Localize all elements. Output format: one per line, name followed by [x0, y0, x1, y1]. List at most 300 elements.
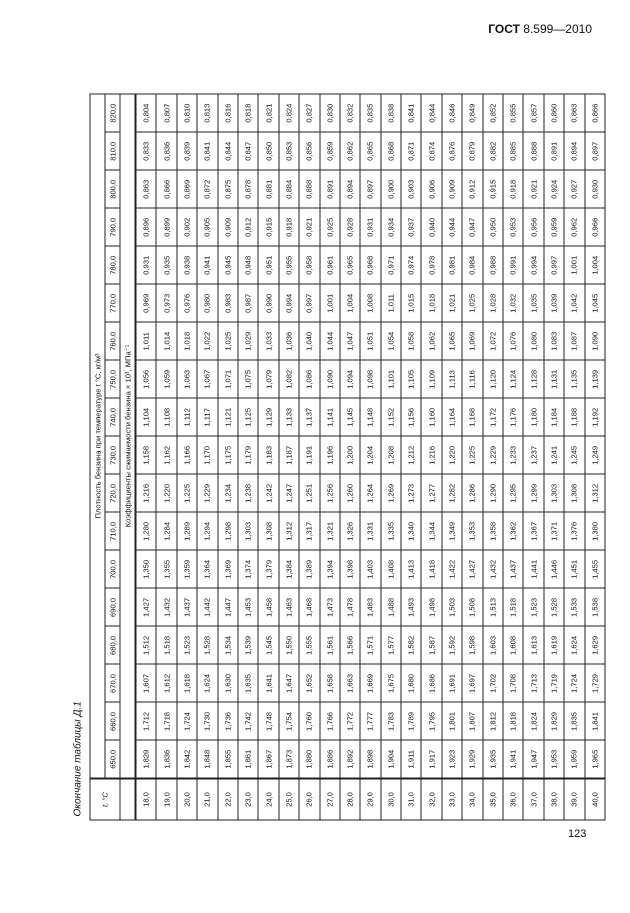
coefficient-cell: 1,124 — [503, 360, 523, 398]
coefficient-cell: 1,040 — [299, 322, 319, 360]
coefficient-cell: 1,418 — [421, 550, 441, 588]
coefficient-cell: 0,950 — [483, 208, 503, 246]
table-row — [197, 94, 217, 820]
coefficient-cell: 1,403 — [360, 550, 380, 588]
coefficient-cell: 0,924 — [544, 170, 564, 208]
coefficient-cell: 1,312 — [279, 512, 299, 550]
coefficient-cell: 1,724 — [564, 664, 584, 702]
coefficient-cell: 1,513 — [483, 588, 503, 626]
coefficient-cell: 1,039 — [544, 284, 564, 322]
coefficient-cell: 0,902 — [177, 208, 197, 246]
coefficient-cell: 1,886 — [320, 740, 340, 778]
coefficient-cell: 0,838 — [381, 94, 401, 132]
coefficient-cell: 1,029 — [238, 322, 258, 360]
density-column-header: 690,0 — [105, 588, 120, 626]
coefficient-cell: 1,179 — [238, 436, 258, 474]
coefficient-cell: 1,697 — [462, 664, 482, 702]
coefficient-cell: 1,380 — [585, 512, 605, 550]
coefficient-cell: 1,712 — [136, 702, 157, 740]
table-row — [585, 94, 605, 820]
coefficient-cell: 0,807 — [156, 94, 176, 132]
coefficient-cell: 1,841 — [585, 702, 605, 740]
coefficient-cell: 0,944 — [442, 208, 462, 246]
coefficient-cell: 0,899 — [156, 208, 176, 246]
coefficient-cell: 1,367 — [523, 512, 543, 550]
coefficient-cell: 1,042 — [564, 284, 584, 322]
coefficient-cell: 0,905 — [197, 208, 217, 246]
coefficient-cell: 1,545 — [258, 626, 278, 664]
coefficient-cell: 1,022 — [197, 322, 217, 360]
coefficient-cell: 1,917 — [421, 740, 441, 778]
coefficient-cell: 1,237 — [523, 436, 543, 474]
temperature-cell: 22,0 — [218, 779, 238, 821]
coefficient-cell: 1,468 — [299, 588, 319, 626]
coefficient-cell: 1,065 — [442, 322, 462, 360]
coefficient-cell: 1,152 — [381, 398, 401, 436]
coefficient-cell: 1,317 — [299, 512, 319, 550]
coefficient-cell: 1,233 — [503, 436, 523, 474]
temperature-cell: 30,0 — [381, 779, 401, 821]
coefficient-cell: 1,160 — [421, 398, 441, 436]
coefficient-cell: 0,824 — [279, 94, 299, 132]
coefficient-cell: 0,852 — [483, 94, 503, 132]
coefficient-cell: 0,884 — [279, 170, 299, 208]
coefficient-cell: 0,987 — [238, 284, 258, 322]
coefficient-cell: 1,105 — [401, 360, 421, 398]
coefficient-cell: 1,571 — [360, 626, 380, 664]
temperature-cell: 28,0 — [340, 779, 360, 821]
coefficient-cell: 1,083 — [544, 322, 564, 360]
coefficient-cell: 1,518 — [156, 626, 176, 664]
coefficient-cell: 1,432 — [156, 588, 176, 626]
coefficient-cell: 1,326 — [340, 512, 360, 550]
coefficient-cell: 1,164 — [442, 398, 462, 436]
coefficient-cell: 1,014 — [156, 322, 176, 360]
coefficient-cell: 1,004 — [585, 246, 605, 284]
temperature-cell: 33,0 — [442, 779, 462, 821]
coefficient-cell: 1,618 — [177, 664, 197, 702]
coefficient-cell: 1,303 — [544, 474, 564, 512]
coefficient-cell: 1,441 — [523, 550, 543, 588]
temperature-cell: 40,0 — [585, 779, 605, 821]
coefficient-cell: 0,994 — [523, 246, 543, 284]
coefficient-cell: 1,724 — [177, 702, 197, 740]
coefficient-cell: 1,104 — [136, 398, 157, 436]
coefficient-cell: 1,166 — [177, 436, 197, 474]
coefficient-cell: 1,453 — [238, 588, 258, 626]
coefficient-cell: 0,872 — [197, 170, 217, 208]
coefficient-cell: 1,238 — [238, 474, 258, 512]
coefficient-cell: 1,004 — [340, 284, 360, 322]
coefficient-cell: 1,766 — [320, 702, 340, 740]
temperature-cell: 25,0 — [279, 779, 299, 821]
coefficient-cell: 1,335 — [381, 512, 401, 550]
coefficient-cell: 0,991 — [503, 246, 523, 284]
coefficient-cell: 0,966 — [585, 208, 605, 246]
coefficient-cell: 1,087 — [564, 322, 584, 360]
coefficient-cell: 1,807 — [462, 702, 482, 740]
coefficient-cell: 1,488 — [381, 588, 401, 626]
coefficient-cell: 0,918 — [503, 170, 523, 208]
coefficient-cell: 0,850 — [258, 132, 278, 170]
coefficient-cell: 0,968 — [360, 246, 380, 284]
coefficient-cell: 1,251 — [299, 474, 319, 512]
coefficient-cell: 1,282 — [442, 474, 462, 512]
table-row — [279, 94, 299, 820]
coefficient-cell: 1,295 — [503, 474, 523, 512]
coefficient-cell: 1,133 — [279, 398, 299, 436]
coefficient-cell: 1,090 — [585, 322, 605, 360]
coefficient-cell: 1,842 — [177, 740, 197, 778]
coefficient-cell: 1,550 — [279, 626, 299, 664]
coefficient-cell: 1,264 — [360, 474, 380, 512]
coefficient-cell: 1,904 — [381, 740, 401, 778]
coefficient-cell: 1,135 — [564, 360, 584, 398]
table-row — [258, 94, 278, 820]
coefficient-cell: 1,121 — [218, 398, 238, 436]
coefficient-cell: 0,935 — [156, 246, 176, 284]
density-column-header: 670,0 — [105, 664, 120, 702]
coefficient-cell: 1,234 — [218, 474, 238, 512]
coefficient-cell: 0,940 — [421, 208, 441, 246]
coefficient-cell: 1,624 — [197, 664, 217, 702]
coefficient-cell: 0,900 — [381, 170, 401, 208]
coefficient-cell: 1,015 — [401, 284, 421, 322]
coefficient-cell: 1,294 — [197, 512, 217, 550]
coefficient-cell: 1,941 — [503, 740, 523, 778]
coefficient-cell: 0,881 — [258, 170, 278, 208]
coefficient-cell: 0,804 — [136, 94, 157, 132]
coefficient-cell: 1,432 — [483, 550, 503, 588]
coefficient-cell: 1,911 — [401, 740, 421, 778]
density-column-header: 790,0 — [105, 208, 120, 246]
density-column-header: 780,0 — [105, 246, 120, 284]
coefficient-cell: 1,398 — [340, 550, 360, 588]
coefficient-cell: 1,196 — [320, 436, 340, 474]
coefficient-cell: 1,437 — [177, 588, 197, 626]
coefficient-cell: 1,713 — [523, 664, 543, 702]
coefficient-cell: 1,612 — [156, 664, 176, 702]
coefficient-cell: 1,192 — [585, 398, 605, 436]
coefficient-cell: 1,493 — [401, 588, 421, 626]
coefficient-cell: 1,229 — [483, 436, 503, 474]
coefficient-cell: 0,953 — [503, 208, 523, 246]
coefficient-cell: 1,629 — [585, 626, 605, 664]
coefficient-cell: 1,374 — [238, 550, 258, 588]
coefficient-cell: 1,835 — [564, 702, 584, 740]
coefficient-cell: 1,101 — [381, 360, 401, 398]
temperature-cell: 34,0 — [462, 779, 482, 821]
coefficient-cell: 1,113 — [442, 360, 462, 398]
coefficient-cell: 1,369 — [218, 550, 238, 588]
density-column-header: 700,0 — [105, 550, 120, 588]
coefficient-cell: 1,873 — [279, 740, 299, 778]
coefficient-cell: 1,098 — [360, 360, 380, 398]
table-row — [218, 94, 238, 820]
coefficient-cell: 1,686 — [421, 664, 441, 702]
coefficient-cell: 1,018 — [421, 284, 441, 322]
coefficient-cell: 1,663 — [340, 664, 360, 702]
coefficient-cell: 0,868 — [381, 132, 401, 170]
coefficient-cell: 1,172 — [483, 398, 503, 436]
coefficient-cell: 0,897 — [585, 132, 605, 170]
coefficient-cell: 1,289 — [177, 512, 197, 550]
coefficient-cell: 1,923 — [442, 740, 462, 778]
density-column-header: 720,0 — [105, 474, 120, 512]
coefficient-cell: 1,829 — [544, 702, 564, 740]
coefficient-cell: 1,947 — [523, 740, 543, 778]
coefficient-cell: 0,816 — [218, 94, 238, 132]
coefficient-cell: 0,891 — [320, 170, 340, 208]
t-header: t, °C — [90, 779, 120, 821]
temperature-cell: 39,0 — [564, 779, 584, 821]
coefficient-cell: 1,812 — [483, 702, 503, 740]
coefficient-cell: 0,938 — [177, 246, 197, 284]
coefficient-cell: 0,862 — [340, 132, 360, 170]
density-column-header: 750,0 — [105, 360, 120, 398]
coefficient-cell: 1,094 — [340, 360, 360, 398]
coefficient-cell: 1,032 — [503, 284, 523, 322]
coefficient-cell: 1,512 — [136, 626, 157, 664]
coefficient-cell: 1,523 — [523, 588, 543, 626]
coefficient-cell: 0,909 — [218, 208, 238, 246]
table-row — [503, 94, 523, 820]
coefficient-cell: 0,849 — [462, 94, 482, 132]
table-row — [483, 94, 503, 820]
coefficient-cell: 1,408 — [381, 550, 401, 588]
coefficient-cell: 1,503 — [442, 588, 462, 626]
coefficient-cell: 1,652 — [299, 664, 319, 702]
coefficient-cell: 0,885 — [503, 132, 523, 170]
coefficient-cell: 1,028 — [483, 284, 503, 322]
coefficient-cell: 1,011 — [381, 284, 401, 322]
coefficient-cell: 1,188 — [564, 398, 584, 436]
coefficient-cell: 0,962 — [564, 208, 584, 246]
coefficient-cell: 1,117 — [197, 398, 217, 436]
coefficient-cell: 1,742 — [238, 702, 258, 740]
coefficient-cell: 1,508 — [462, 588, 482, 626]
coefficient-cell: 1,836 — [156, 740, 176, 778]
coefficient-cell: 1,131 — [544, 360, 564, 398]
density-column-header: 770,0 — [105, 284, 120, 322]
density-header: Плотность бензина при температуре t °C, кг/м³ — [90, 94, 105, 779]
coefficient-cell: 1,340 — [401, 512, 421, 550]
coefficient-cell: 1,729 — [585, 664, 605, 702]
coefficient-cell: 1,033 — [258, 322, 278, 360]
coefficient-cell: 0,958 — [299, 246, 319, 284]
coefficient-cell: 1,225 — [177, 474, 197, 512]
coefficient-cell: 0,971 — [381, 246, 401, 284]
coefficient-cell: 0,931 — [136, 246, 157, 284]
coefficient-cell: 1,608 — [503, 626, 523, 664]
density-column-header: 680,0 — [105, 626, 120, 664]
coefficient-cell: 0,990 — [258, 284, 278, 322]
coefficient-cell: 0,947 — [462, 208, 482, 246]
coefficient-cell: 1,384 — [279, 550, 299, 588]
coefficient-cell: 0,912 — [462, 170, 482, 208]
coefficient-cell: 1,483 — [360, 588, 380, 626]
coefficient-cell: 1,200 — [340, 436, 360, 474]
coefficient-cell: 1,795 — [421, 702, 441, 740]
coefficient-cell: 1,021 — [442, 284, 462, 322]
coefficient-cell: 0,832 — [340, 94, 360, 132]
coefficient-cell: 1,141 — [320, 398, 340, 436]
coefficient-cell: 1,359 — [177, 550, 197, 588]
coefficient-cell: 0,945 — [218, 246, 238, 284]
coefficient-cell: 0,879 — [462, 132, 482, 170]
coefficient-cell: 1,358 — [483, 512, 503, 550]
coefficient-cell: 1,025 — [218, 322, 238, 360]
coefficient-cell: 1,349 — [442, 512, 462, 550]
coefficient-cell: 1,718 — [156, 702, 176, 740]
coefficient-cell: 1,058 — [401, 322, 421, 360]
coefficient-cell: 0,969 — [136, 284, 157, 322]
coefficient-cell: 0,835 — [360, 94, 380, 132]
temperature-cell: 21,0 — [197, 779, 217, 821]
coefficient-cell: 1,184 — [544, 398, 564, 436]
coefficient-cell: 1,446 — [544, 550, 564, 588]
coefficient-cell: 0,956 — [523, 208, 543, 246]
coefficient-cell: 0,974 — [401, 246, 421, 284]
coefficient-cell: 1,528 — [197, 626, 217, 664]
coefficient-cell: 1,880 — [299, 740, 319, 778]
coefficient-cell: 1,175 — [218, 436, 238, 474]
coefficient-cell: 1,170 — [197, 436, 217, 474]
coefficient-cell: 1,191 — [299, 436, 319, 474]
coefficient-cell: 0,980 — [197, 284, 217, 322]
coefficient-cell: 0,821 — [258, 94, 278, 132]
table-row — [381, 94, 401, 820]
coefficient-cell: 1,592 — [442, 626, 462, 664]
coefficient-cell: 1,953 — [544, 740, 564, 778]
coefficient-cell: 0,918 — [279, 208, 299, 246]
coefficient-cell: 1,180 — [523, 398, 543, 436]
coefficient-cell: 1,187 — [279, 436, 299, 474]
coefficient-cell: 0,994 — [279, 284, 299, 322]
coefficient-cell: 0,888 — [523, 132, 543, 170]
coefficient-cell: 1,498 — [421, 588, 441, 626]
table-row — [564, 94, 584, 820]
coefficient-cell: 1,018 — [177, 322, 197, 360]
coefficient-cell: 1,129 — [258, 398, 278, 436]
coefficient-cell: 0,906 — [421, 170, 441, 208]
coefficient-cell: 1,075 — [238, 360, 258, 398]
coefficient-cell: 0,915 — [258, 208, 278, 246]
coefficient-cell: 0,818 — [238, 94, 258, 132]
coefficient-cell: 1,613 — [523, 626, 543, 664]
coefficient-cell: 1,321 — [320, 512, 340, 550]
coefficient-cell: 1,451 — [564, 550, 584, 588]
coefficient-cell: 1,437 — [503, 550, 523, 588]
coefficient-cell: 1,394 — [320, 550, 340, 588]
coefficient-cell: 1,898 — [360, 740, 380, 778]
coefficient-cell: 0,841 — [401, 94, 421, 132]
coefficient-cell: 1,086 — [299, 360, 319, 398]
coefficient-cell: 1,247 — [279, 474, 299, 512]
coefficient-cell: 1,455 — [585, 550, 605, 588]
density-column-header: 740,0 — [105, 398, 120, 436]
density-column-header: 650,0 — [105, 740, 120, 778]
coefficient-cell: 1,216 — [421, 436, 441, 474]
coefficient-cell: 0,896 — [136, 208, 157, 246]
coefficient-cell: 1,577 — [381, 626, 401, 664]
table-row — [238, 94, 258, 820]
coefficient-cell: 1,371 — [544, 512, 564, 550]
coefficient-cell: 1,299 — [523, 474, 543, 512]
coefficient-cell: 1,350 — [136, 550, 157, 588]
coefficient-cell: 1,162 — [156, 436, 176, 474]
coefficient-cell: 0,894 — [564, 132, 584, 170]
coefficient-cell: 1,128 — [523, 360, 543, 398]
coefficient-cell: 0,921 — [299, 208, 319, 246]
coefficient-cell: 1,256 — [320, 474, 340, 512]
coefficient-cell: 1,280 — [136, 512, 157, 550]
coefficient-cell: 0,878 — [238, 170, 258, 208]
coefficient-cell: 1,082 — [279, 360, 299, 398]
coefficient-cell: 1,216 — [136, 474, 157, 512]
coefficient-cell: 1,139 — [585, 360, 605, 398]
coefficient-cell: 1,344 — [421, 512, 441, 550]
coefficient-cell: 1,783 — [381, 702, 401, 740]
coefficient-cell: 1,376 — [564, 512, 584, 550]
coefficient-cell: 0,961 — [320, 246, 340, 284]
coefficient-cell: 0,894 — [340, 170, 360, 208]
coefficient-cell: 1,241 — [544, 436, 564, 474]
coefficient-cell: 1,818 — [503, 702, 523, 740]
temperature-cell: 35,0 — [483, 779, 503, 821]
coefficient-cell: 1,473 — [320, 588, 340, 626]
coefficient-cell: 1,658 — [320, 664, 340, 702]
coefficient-cell: 1,220 — [156, 474, 176, 512]
coefficient-cell: 0,836 — [156, 132, 176, 170]
coefficient-cell: 0,937 — [401, 208, 421, 246]
coefficient-cell: 1,008 — [360, 284, 380, 322]
table-row — [299, 94, 319, 820]
density-column-header: 800,0 — [105, 170, 120, 208]
table-row — [401, 94, 421, 820]
coefficient-cell: 1,109 — [421, 360, 441, 398]
coefficient-cell: 1,413 — [401, 550, 421, 588]
coefficient-cell: 1,158 — [136, 436, 157, 474]
temperature-cell: 27,0 — [320, 779, 340, 821]
coefficient-cell: 1,168 — [462, 398, 482, 436]
coefficient-cell: 1,204 — [360, 436, 380, 474]
coefficient-cell: 1,855 — [218, 740, 238, 778]
temperature-cell: 32,0 — [421, 779, 441, 821]
temperature-cell: 37,0 — [523, 779, 543, 821]
table-row — [177, 94, 197, 820]
coefficient-cell: 1,312 — [585, 474, 605, 512]
coefficient-cell: 1,789 — [401, 702, 421, 740]
coefficient-cell: 0,888 — [299, 170, 319, 208]
coefficient-cell: 0,978 — [421, 246, 441, 284]
coefficient-cell: 1,112 — [177, 398, 197, 436]
coefficient-cell: 1,044 — [320, 322, 340, 360]
coefficient-cell: 1,069 — [462, 322, 482, 360]
coefficient-cell: 1,861 — [238, 740, 258, 778]
coefficient-cell: 0,976 — [177, 284, 197, 322]
standard-prefix: ГОСТ — [488, 22, 520, 36]
rotated-table-block — [68, 91, 603, 821]
coefficient-cell: 0,874 — [421, 132, 441, 170]
coefficient-cell: 1,025 — [462, 284, 482, 322]
coefficient-cell: 0,941 — [197, 246, 217, 284]
coefficient-cell: 0,891 — [544, 132, 564, 170]
temperature-cell: 24,0 — [258, 779, 278, 821]
coefficient-cell: 1,056 — [136, 360, 157, 398]
table-row — [136, 94, 157, 820]
coefficient-cell: 0,997 — [299, 284, 319, 322]
